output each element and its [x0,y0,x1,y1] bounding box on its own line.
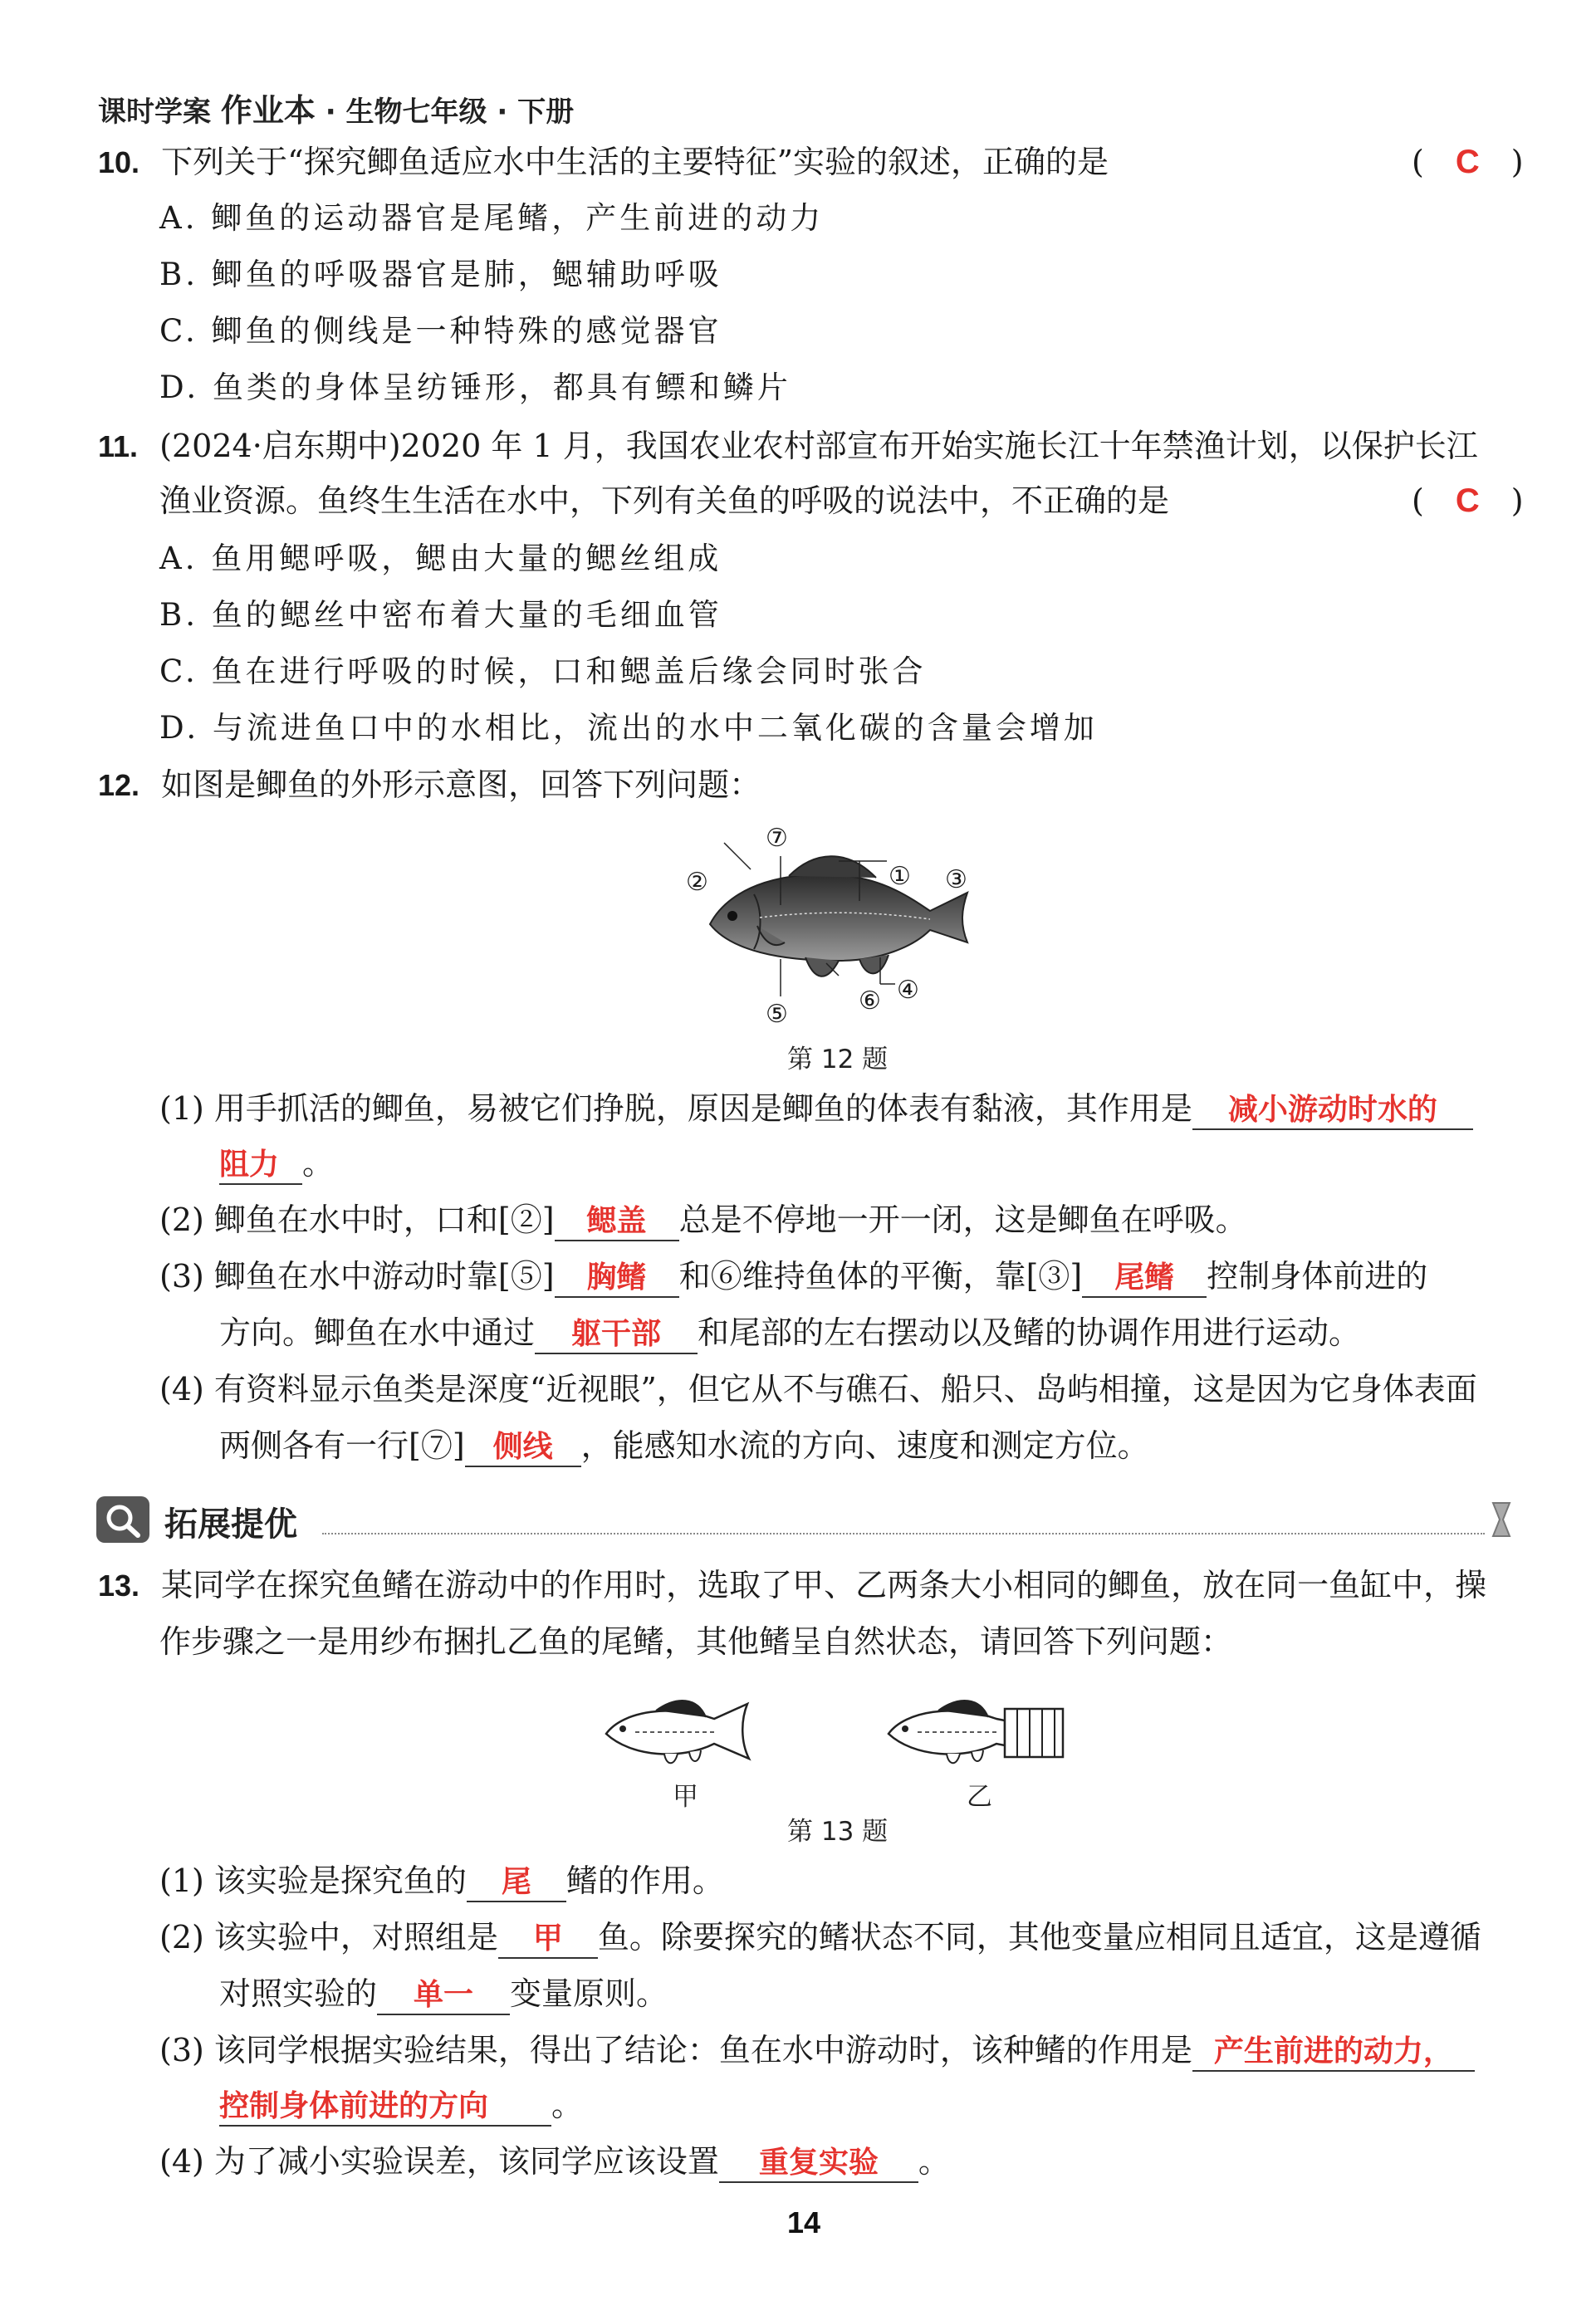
answer-blank: 尾 [467,1864,566,1902]
answer-blank: 胸鳍 [555,1260,679,1298]
answer-blank: 控制身体前进的方向 [219,2088,551,2127]
question-10-stem: 10. 下列关于“探究鲫鱼适应水中生活的主要特征”实验的叙述，正确的是 [98,144,1109,180]
label-3: ③ [945,865,967,894]
section-title: 拓展提优 [164,1505,297,1544]
answer-blank: 重复实验 [719,2145,918,2183]
section-divider [322,1533,1485,1534]
option-d: D. 鱼类的身体呈纺锤形，都具有鳔和鳞片 [159,370,791,405]
answer-blank: 减小游动时水的 [1192,1092,1473,1130]
answer-choice: C [1455,482,1480,519]
question-11-stem: 11. (2024·启东期中)2020 年 1 月，我国农业农村部宣布开始实施长江十年禁渔计划，以保护长江 [98,428,1478,464]
q12-part3: (3) 鲫鱼在水中游动时靠[⑤] 胸鳍 和⑥维持鱼体的平衡，靠[③] 尾鳍 控制身体前进的 [159,1255,1427,1298]
label-1: ① [889,862,911,891]
q13-part4: (4) 为了减小实验误差，该同学应该设置 重复实验 。 [159,2141,950,2183]
answer-blank: 产生前进的动力， [1192,2034,1475,2072]
question-number: 12. [98,768,140,802]
carp-diagram [681,818,996,1034]
section-header [90,1493,1511,1546]
answer-blank: 鳃盖 [555,1203,679,1241]
option-a: A. 鱼用鳃呼吸，鳃由大量的鳃丝组成 [159,541,722,576]
q13-part3-cont: 控制身体前进的方向 。 [219,2084,583,2127]
option-a: A. 鲫鱼的运动器官是尾鳍，产生前进的动力 [159,200,825,236]
q12-part1-cont: 阻力 。 [219,1143,334,1185]
fish-b-diagram [880,1686,1071,1777]
fish-a-label: 甲 [673,1782,698,1812]
option-b: B. 鱼的鳃丝中密布着大量的毛细血管 [159,597,722,633]
option-c: C. 鲫鱼的侧线是一种特殊的感觉器官 [159,313,722,349]
q12-part3-cont: 方向。鲫鱼在水中通过 躯干部 和尾部的左右摆动以及鳍的协调作用进行运动。 [219,1312,1360,1354]
answer-bracket: ( C ) [1412,482,1524,519]
q13-part2: (2) 该实验中，对照组是 甲 鱼。除要探究的鳍状态不同，其他变量应相同且适宜，这是遵循 [159,1916,1481,1959]
option-d: D. 与流进鱼口中的水相比，流出的水中二氧化碳的含量会增加 [159,710,1098,746]
answer-blank: 躯干部 [535,1316,698,1354]
answer-blank: 侧线 [465,1429,581,1467]
figure-caption: 第 12 题 [787,1045,889,1074]
q13-part1: (1) 该实验是探究鱼的 尾 鳍的作用。 [159,1860,724,1902]
option-b: B. 鲫鱼的呼吸器官是肺，鳃辅助呼吸 [159,257,722,292]
label-5: ⑤ [766,1000,788,1029]
answer-choice: C [1455,144,1480,180]
fish-body-icon [710,856,967,976]
question-13-stem: 13. 某同学在探究鱼鳍在游动中的作用时，选取了甲、乙两条大小相同的鲫鱼，放在同一鱼缸中，操 [98,1567,1487,1603]
fish-b-label: 乙 [967,1782,992,1812]
page-header: 课时学案 作业本 · 生物七年级 · 下册 [98,92,575,129]
answer-blank: 尾鳍 [1082,1260,1207,1298]
label-7: ⑦ [766,824,788,853]
hourglass-icon [1490,1500,1513,1539]
search-icon [96,1496,149,1543]
label-4: ④ [897,976,919,1005]
q12-part1: (1) 用手抓活的鲫鱼，易被它们挣脱，原因是鲫鱼的体表有黏液，其作用是 减小游动时水的 [159,1088,1473,1130]
header-volume: 下册 [517,95,575,129]
q13-part2-cont: 对照实验的 单一 变量原则。 [219,1973,668,2015]
question-11-stem-line2: 渔业资源。鱼终生生活在水中，下列有关鱼的呼吸的说法中，不正确的是 [159,482,1170,519]
q12-part4: (4) 有资料显示鱼类是深度“近视眼”，但它从不与礁石、船只、岛屿相撞，这是因为它身体表面 [159,1371,1477,1407]
fish-a-diagram [598,1686,764,1777]
answer-blank: 甲 [498,1921,598,1959]
label-6: ⑥ [859,986,881,1016]
q12-part4-cont: 两侧各有一行[⑦] 侧线 ，能感知水流的方向、速度和测定方位。 [219,1425,1149,1467]
q12-part2: (2) 鲫鱼在水中时，口和[②] 鳃盖 总是不停地一开一闭，这是鲫鱼在呼吸。 [159,1199,1247,1241]
figure-caption: 第 13 题 [787,1817,889,1847]
answer-bracket: ( C ) [1412,144,1524,180]
question-12-stem: 12. 如图是鲫鱼的外形示意图，回答下列问题： [98,766,761,803]
page-number: 14 [787,2205,821,2239]
gauze-bandage-icon [1005,1709,1063,1757]
question-number: 11. [98,429,139,463]
question-number: 10. [98,145,140,179]
option-c: C. 鱼在进行呼吸的时候，口和鳃盖后缘会同时张合 [159,653,927,689]
header-subject: 生物七年级 [345,95,487,129]
header-brand: 课时学案 [98,95,211,129]
header-book: 作业本 [220,92,316,129]
answer-blank: 单一 [377,1977,510,2015]
question-13-stem-line2: 作步骤之一是用纱布捆扎乙鱼的尾鳍，其他鳍呈自然状态，请回答下列问题： [159,1623,1233,1660]
answer-blank: 阻力 [219,1147,302,1185]
question-number: 13. [98,1569,140,1603]
label-2: ② [686,868,708,897]
q13-part3: (3) 该同学根据实验结果，得出了结论：鱼在水中游动时，该种鳍的作用是 产生前进的动力， [159,2029,1475,2072]
